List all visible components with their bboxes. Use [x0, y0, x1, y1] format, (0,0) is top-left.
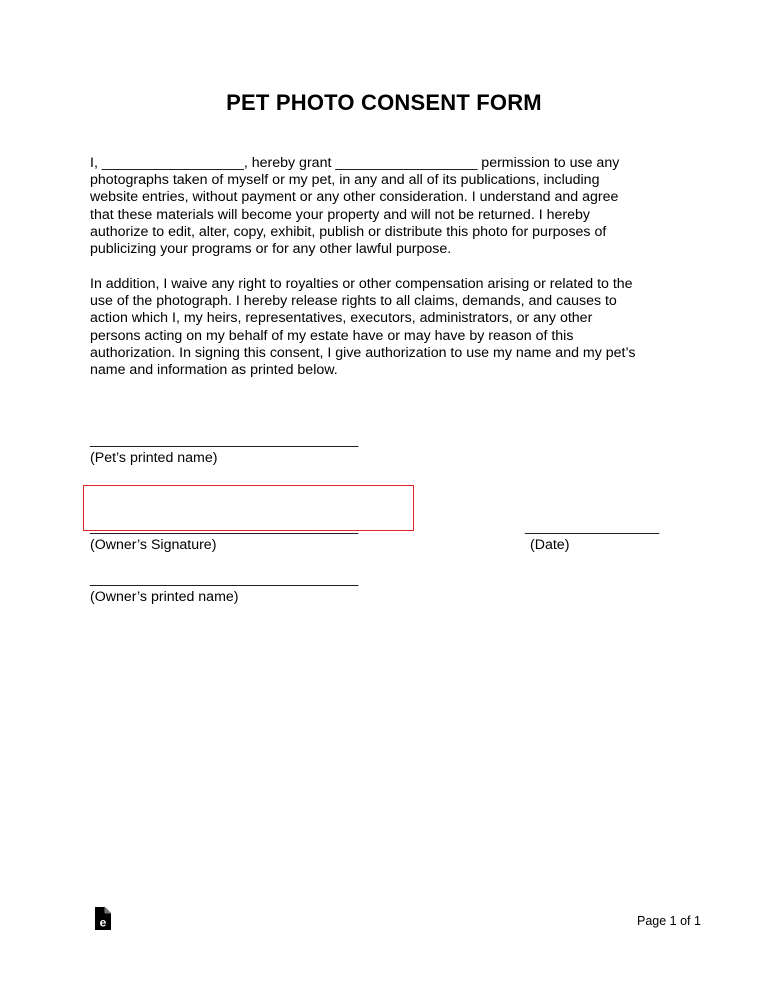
pet-name-caption: (Pet’s printed name)	[90, 450, 218, 466]
paragraph-line: persons acting on my behalf of my estate have or may have by reason of this	[90, 327, 574, 344]
form-title: PET PHOTO CONSENT FORM	[226, 90, 542, 115]
page-number: Page 1 of 1	[637, 914, 701, 928]
paragraph-line: I, __________________, hereby grant __________________ permission to use any	[90, 155, 620, 171]
svg-text:e: e	[99, 915, 107, 930]
pet-name-field[interactable]: __________________________________	[90, 432, 359, 448]
eforms-logo-icon	[93, 906, 113, 932]
paragraph-line: publicizing your programs or for any other lawful purpose.	[90, 241, 452, 258]
consent-paragraph-1	[90, 155, 690, 258]
date-caption: (Date)	[530, 537, 570, 553]
paragraph-line: In addition, I waive any right to royalties or other compensation arising or related to the	[90, 276, 633, 292]
owner-printed-name-field[interactable]: __________________________________	[90, 571, 359, 587]
paragraph-line: action which I, my heirs, representatives, executors, administrators, or any other	[90, 310, 593, 327]
consent-paragraph-2	[90, 276, 690, 379]
paragraph-line: authorize to edit, alter, copy, exhibit, publish or distribute this photo for purposes of	[90, 223, 607, 240]
paragraph-line: that these materials will become your property and will not be returned. I hereby	[90, 206, 590, 223]
owner-signature-field[interactable]: __________________________________	[90, 519, 359, 535]
paragraph-line: photographs taken of myself or my pet, in any and all of its publications, including	[90, 172, 600, 189]
owner-printed-name-caption: (Owner’s printed name)	[90, 589, 239, 605]
date-field[interactable]: _________________	[525, 519, 660, 535]
owner-signature-caption: (Owner’s Signature)	[90, 537, 217, 553]
paragraph-line: use of the photograph. I hereby release rights to all claims, demands, and causes to	[90, 293, 617, 310]
paragraph-line: authorization. In signing this consent, I give authorization to use my name and my pet’s	[90, 344, 636, 361]
paragraph-line: website entries, without payment or any other consideration. I understand and agree	[90, 189, 619, 206]
paragraph-line: name and information as printed below.	[90, 362, 338, 379]
